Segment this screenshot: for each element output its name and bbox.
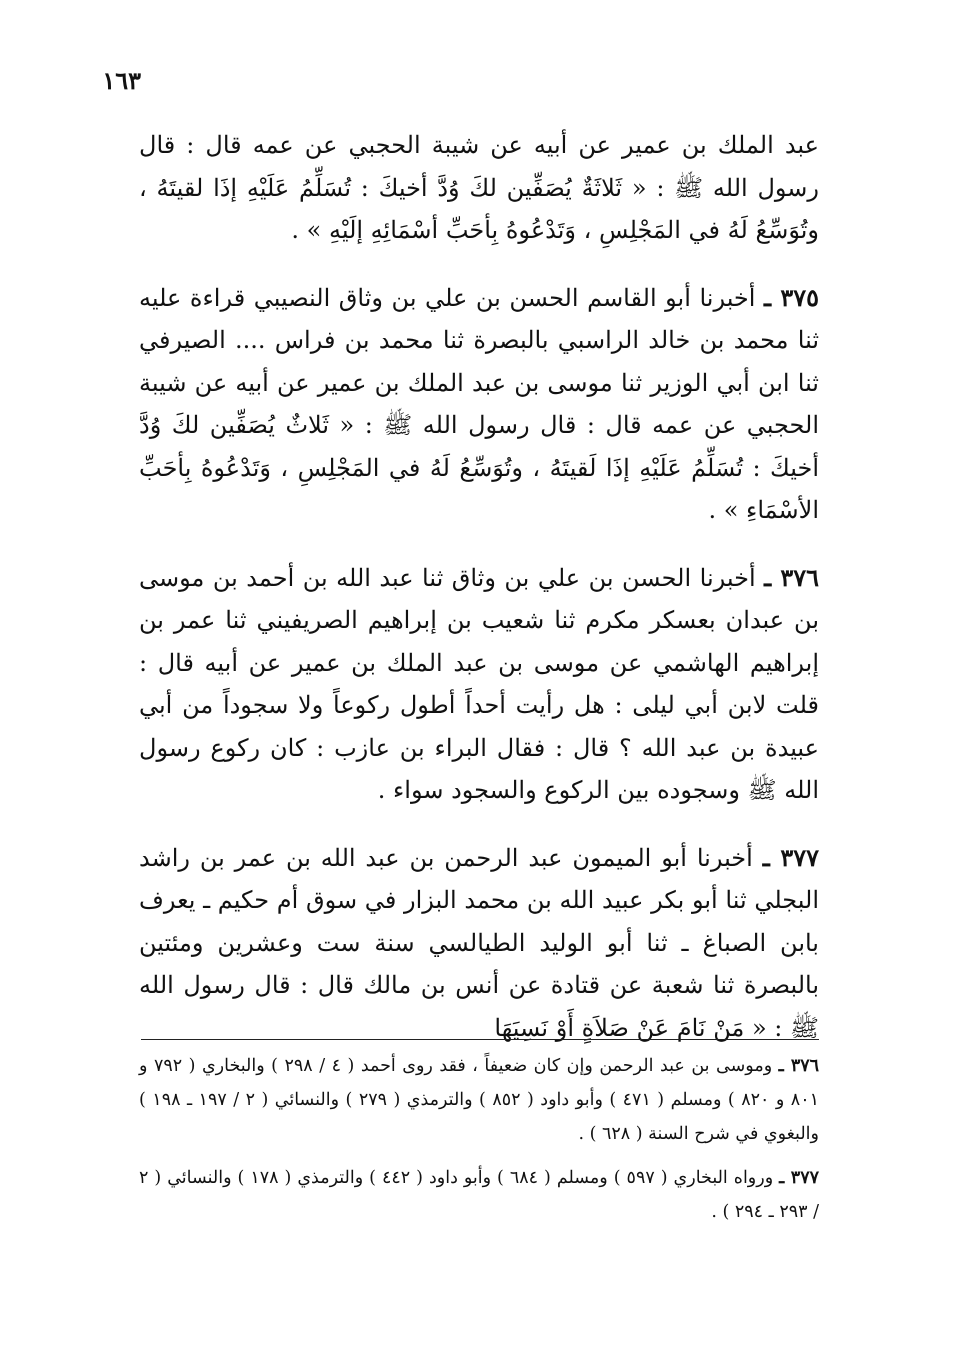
page-number: ١٦٣ [102,66,141,95]
paragraph-continuation [139,124,819,252]
hadith-number: ٣٧٧ ـ [762,842,819,872]
footnote-number: ٣٧٦ ـ [778,1056,820,1076]
footnote-divider [141,1039,819,1040]
paragraph-text: عبد الملك بن عمير عن أبيه عن شيبة الحجبي عن عمه قال : قال رسول الله ﷺ : « ثَلاثَةٌ يُصَفِّين لكَ وُدَّ أخيكَ : تُسَلِّمُ عَلَيْهِ إذَا لقيتَهُ ، وتُوَسِّعُ لَهُ في المَجْلِسِ ، وَتَدْعُوهُ بِأحَبِّ أسْمَائِهِ إلَيْهِ » . [139,131,819,244]
footnotes [139,1049,819,1229]
footnote-376 [139,1049,819,1151]
hadith-376 [139,557,819,812]
paragraph-text: أخبرنا أبو الميمون عبد الرحمن بن عبد الله بن عمر بن راشد البجلي ثنا أبو بكر عبيد الله بن محمد البزار في سوق أم حكيم ـ يعرف بابن الصباغ ـ ثنا أبو الوليد الطيالسي سنة ست وعشرين ومئتين بالبصرة ثنا شعبة عن قتادة عن أنس بن مالك قال : قال رسول الله ﷺ : « مَنْ نَامَ عَنْ صَلاَةٍ أَوْ نَسِيَهَا [139,843,820,1042]
paragraph-text: أخبرنا الحسن بن علي بن وثاق ثنا عبد الله بن أحمد بن موسى بن عبدان بعسكر مكرم ثنا شعيب بن إبراهيم الصريفيني ثنا عمر بن إبراهيم الهاشمي عن موسى بن عبد الملك بن عمير عن أبيه قال : قلت لابن أبي ليلى : هل رأيت أحداً أطول ركوعاً ولا سجوداً من أبي عبيدة بن عبد الله ؟ قال : فقال البراء بن عازب : كان ركوع رسول الله ﷺ وسجوده بين الركوع والسجود سواء . [139,563,820,804]
hadith-375 [139,277,819,532]
hadith-number: ٣٧٦ ـ [764,562,819,592]
paragraph-text: أخبرنا أبو القاسم الحسن بن علي بن وثاق النصيبي قراءة عليه ثنا محمد بن خالد الراسبي بالبصرة ثنا محمد بن فراس .... الصيرفي ثنا ابن أبي الوزير ثنا موسى بن عبد الملك بن عمير عن أبيه عن شيبة الحجبي عن عمه قال : قال رسول الله ﷺ : « ثَلاثٌ يُصَفِّين لكَ وُدَّ أخيكَ : تُسَلِّمُ عَلَيْهِ إذَا لَقيتَهُ ، وتُوَسِّعُ لَهُ في المَجْلِسِ ، وَتَدْعُوهُ بِأحَبِّ الأسْمَاءِ » . [139,283,819,524]
main-text [139,124,819,1049]
footnote-text: وموسى بن عبد الرحمن وإن كان ضعيفاً ، فقد روى أحمد ( ٤ / ٢٩٨ ) والبخاري ( ٧٩٢ و ٨٠١ و ٨٢٠ ) ومسلم ( ٤٧١ ) وأبو داود ( ٨٥٢ ) والترمذي ( ٢٧٩ ) والنسائي ( ٢ / ١٩٧ ـ ١٩٨ ) والبغوي في شرح السنة ( ٦٢٨ ) . [139,1056,819,1144]
hadith-number: ٣٧٥ ـ [764,282,819,312]
hadith-377 [139,837,819,1050]
footnote-number: ٣٧٧ ـ [779,1168,819,1188]
footnote-text: ورواه البخاري ( ٥٩٧ ) ومسلم ( ٦٨٤ ) وأبو داود ( ٤٤٢ ) والترمذي ( ١٧٨ ) والنسائي ( ٢ / ٢٩٣ ـ ٢٩٤ ) . [139,1168,819,1222]
footnote-377 [139,1161,819,1229]
